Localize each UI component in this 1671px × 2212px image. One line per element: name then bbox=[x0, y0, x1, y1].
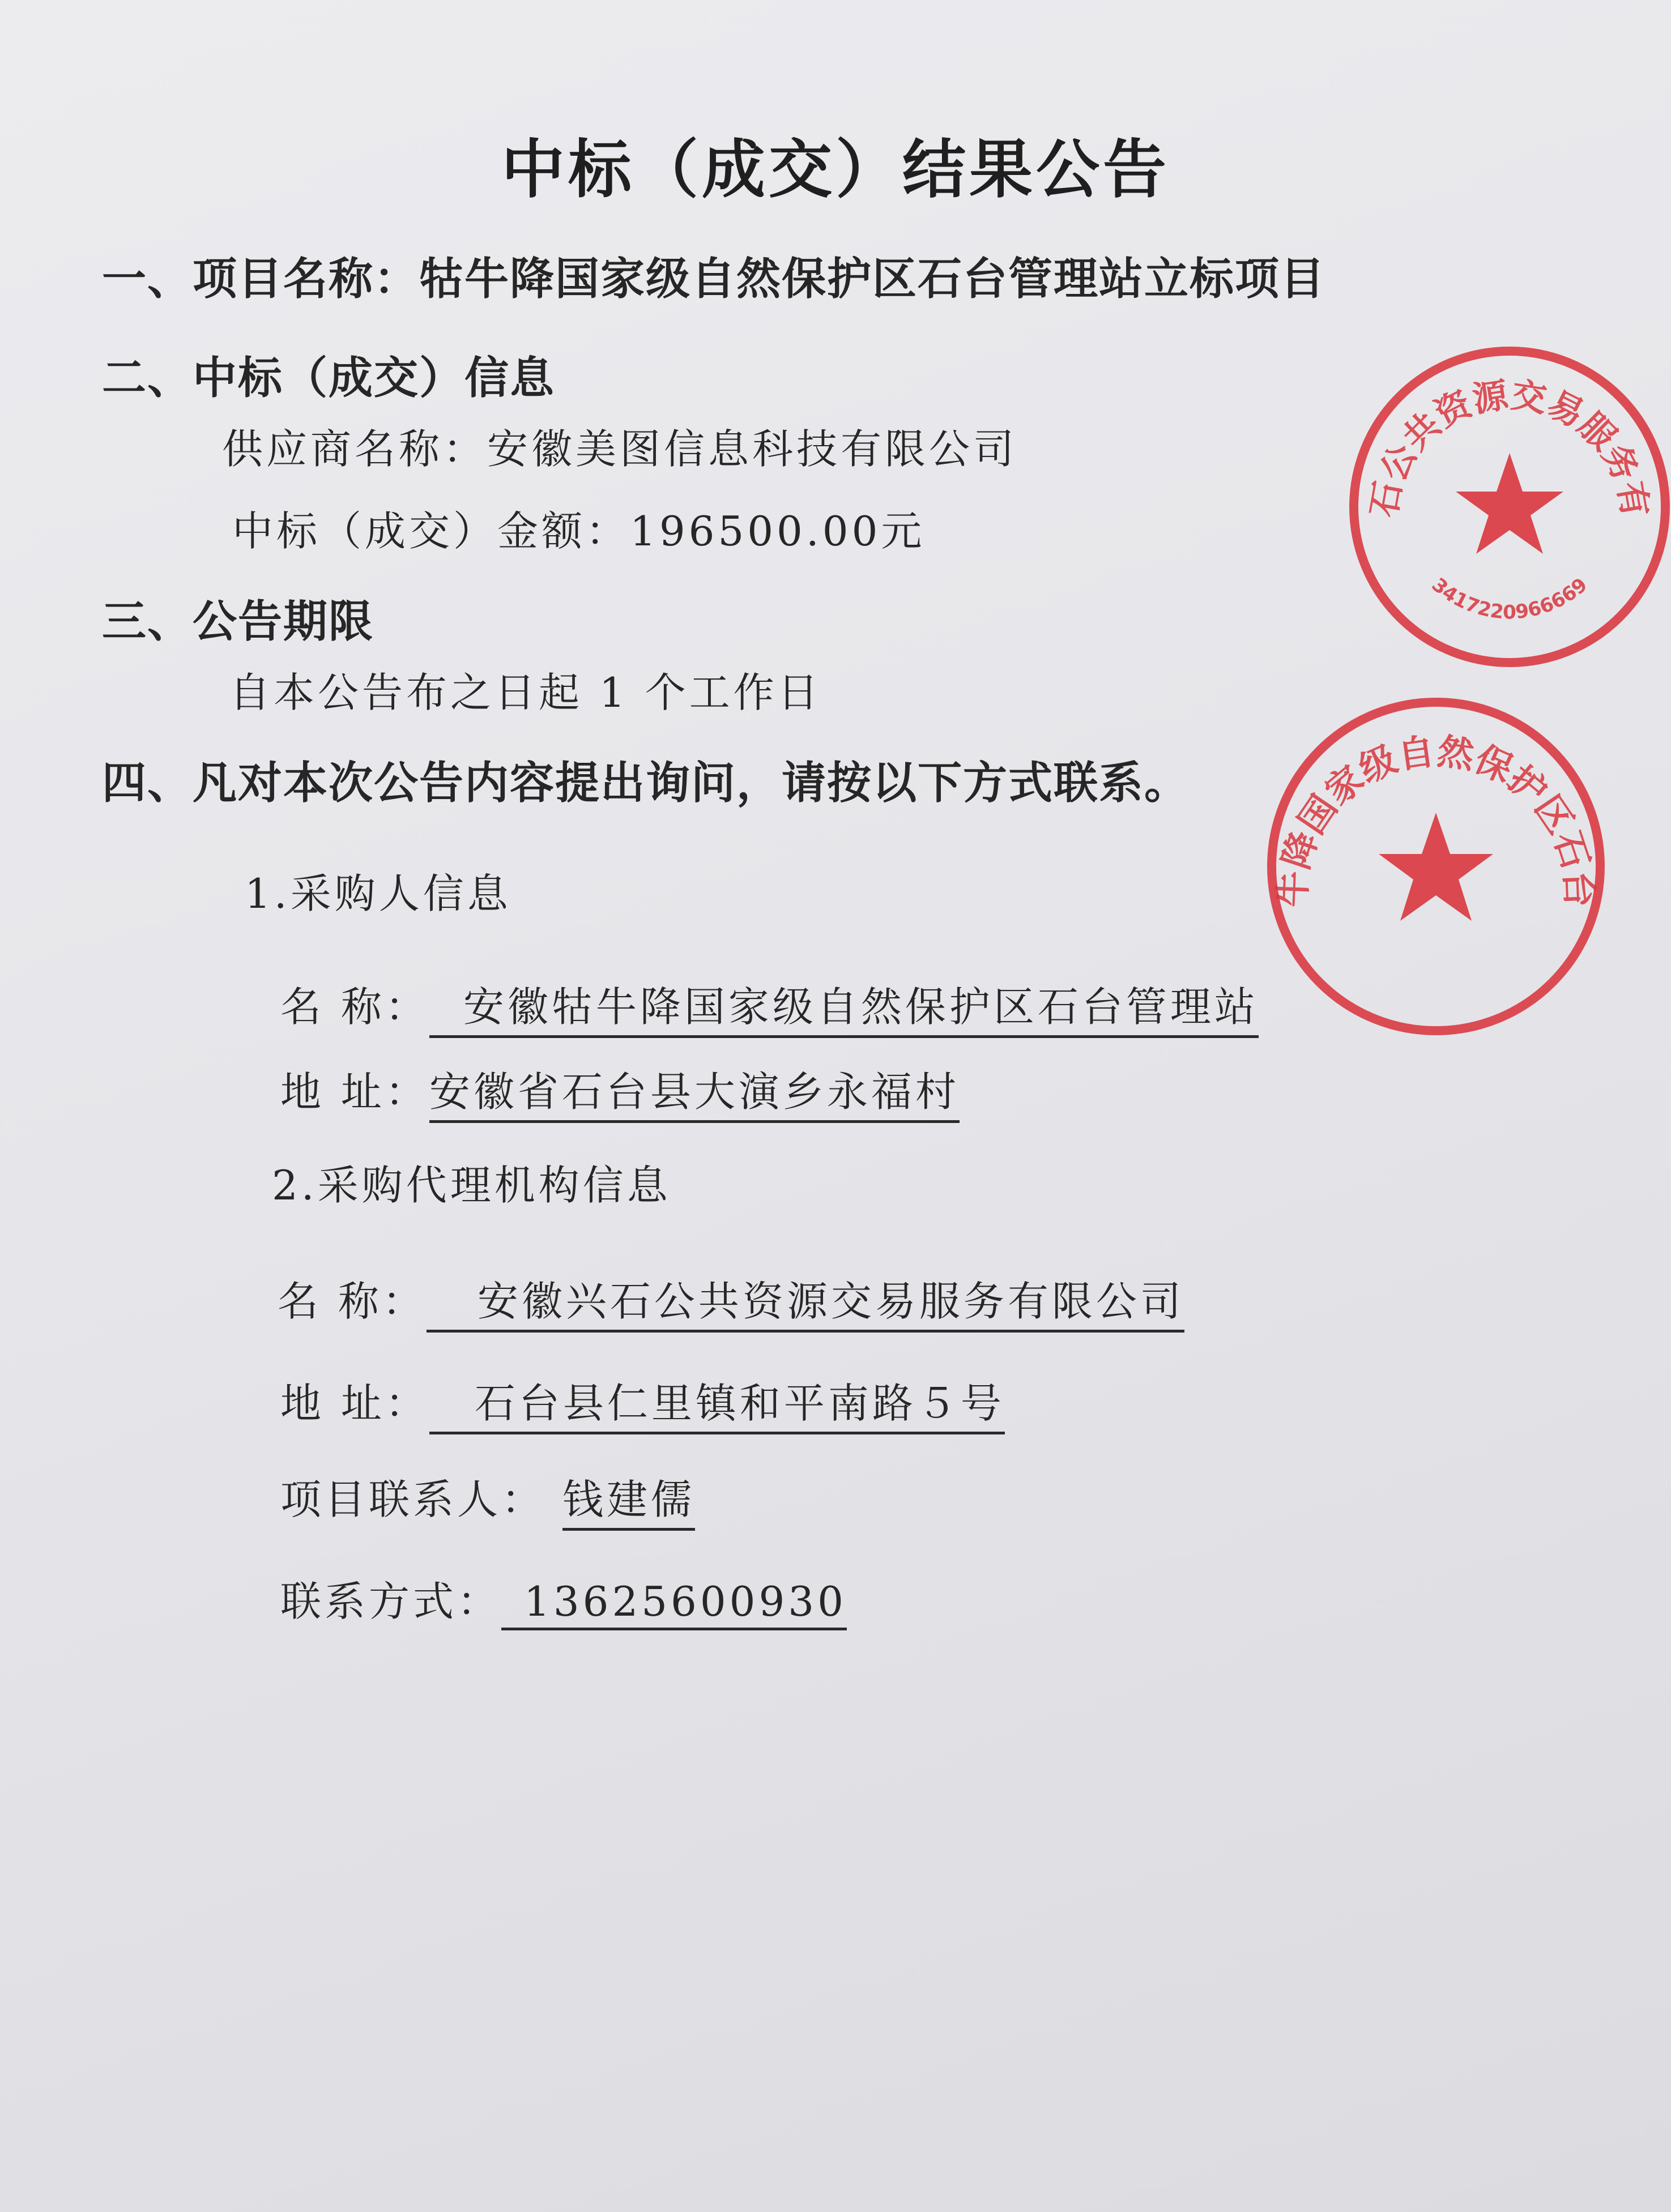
supplier-row bbox=[222, 416, 1017, 475]
agency-name-value: 安徽兴石公共资源交易服务有限公司 bbox=[427, 1269, 1184, 1333]
agency-name-row bbox=[278, 1269, 1184, 1333]
contact-phone-value: 13625600930 bbox=[501, 1578, 847, 1630]
agency-seal-text: 石公共资源交易服务有 bbox=[1362, 374, 1657, 520]
amount-row bbox=[232, 498, 925, 557]
announcement-period: 自本公告布之日起 1 个工作日 bbox=[229, 669, 822, 716]
section-period-heading: 三、公告期限 bbox=[102, 596, 374, 647]
amount-label: 中标（成交）金额： bbox=[232, 507, 630, 555]
agency-info-heading: 2.采购代理机构信息 bbox=[272, 1161, 671, 1209]
purchaser-name-row bbox=[280, 974, 1259, 1038]
project-name-value: 牯牛降国家级自然保护区石台管理站立标项目 bbox=[419, 254, 1326, 305]
purchaser-seal-graphic bbox=[1257, 691, 1609, 1042]
purchaser-address-value: 安徽省石台县大演乡永福村 bbox=[429, 1059, 960, 1123]
agency-address-value: 石台县仁里镇和平南路５号 bbox=[429, 1370, 1005, 1434]
contact-phone-label: 联系方式： bbox=[280, 1578, 502, 1625]
contact-person-label: 项目联系人： bbox=[280, 1476, 546, 1523]
amount-value: 196500.00元 bbox=[630, 507, 926, 555]
section-bid-info-heading: 二、中标（成交）信息 bbox=[102, 353, 556, 404]
purchaser-seal bbox=[1257, 691, 1609, 1042]
contact-phone-row bbox=[280, 1569, 847, 1630]
agency-seal-number: 3417220966669 bbox=[1427, 573, 1592, 624]
agency-address-row bbox=[280, 1370, 1005, 1434]
purchaser-name-label: 名 称： bbox=[280, 983, 429, 1031]
purchaser-name-value: 安徽牯牛降国家级自然保护区石台管理站 bbox=[429, 974, 1259, 1038]
page-title: 中标（成交）结果公告 bbox=[501, 133, 1170, 207]
agency-name-label: 名 称： bbox=[278, 1278, 427, 1325]
star-icon bbox=[1379, 813, 1493, 921]
purchaser-address-label: 地 址： bbox=[280, 1068, 429, 1116]
project-name-row bbox=[102, 244, 1325, 307]
project-name-label: 一、项目名称： bbox=[102, 254, 420, 305]
supplier-label: 供应商名称： bbox=[222, 425, 488, 473]
star-icon bbox=[1456, 453, 1563, 554]
contact-person-value: 钱建儒 bbox=[562, 1467, 695, 1531]
supplier-value: 安徽美图信息科技有限公司 bbox=[487, 425, 1018, 473]
agency-address-label: 地 址： bbox=[280, 1380, 429, 1427]
section-contact-heading: 四、凡对本次公告内容提出询问，请按以下方式联系。 bbox=[102, 758, 1190, 809]
purchaser-address-row bbox=[280, 1059, 960, 1123]
agency-seal-graphic bbox=[1342, 340, 1671, 668]
contact-person-row bbox=[280, 1467, 695, 1531]
purchaser-info-heading: 1.采购人信息 bbox=[245, 870, 511, 917]
agency-seal bbox=[1342, 340, 1671, 668]
purchaser-seal-text: 牛降国家级自然保护区石台 bbox=[1272, 731, 1600, 908]
